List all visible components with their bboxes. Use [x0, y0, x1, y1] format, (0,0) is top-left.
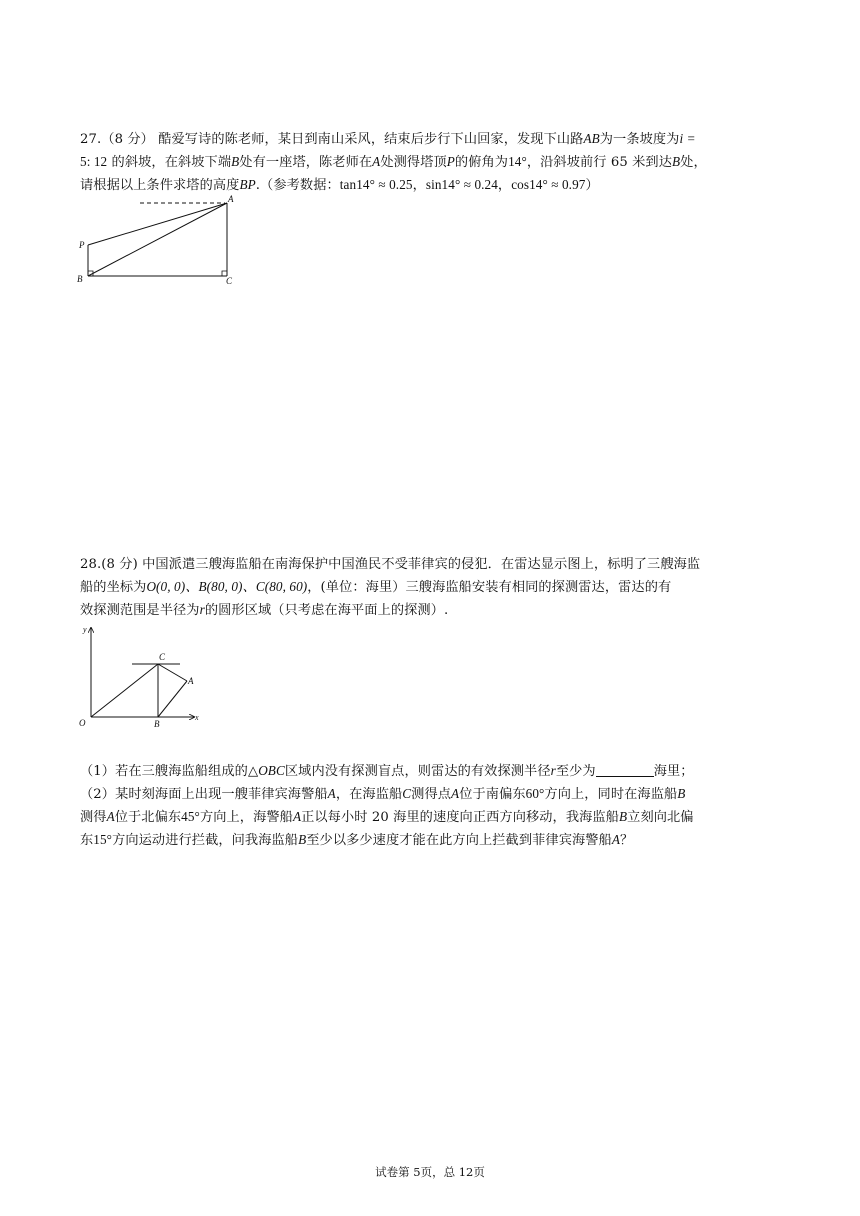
q28-part-1: （1）若在三艘海监船组成的△OBC区域内没有探测盲点，则雷达的有效探测半径r至少为 海里；: [80, 763, 694, 779]
q28-figure: [76, 622, 206, 732]
q28-part-2: （2）某时刻海面上出现一艘菲律宾海警船A，在海监船C测得点A位于南偏东60°方向上，同时在海监船B: [80, 786, 686, 802]
q27-figure: [70, 190, 250, 290]
question-28-parts: （1）若在三艘海监船组成的△OBC区域内没有探测盲点，则雷达的有效探测半径r至少为 海里； （2）某时刻海面上出现一艘菲律宾海警船A，在海监船C测得点A位于南偏东60°方向上，同时在海监船B 测得A位于北偏东45°方向上，海警船A正以每小时 20 海里的速度向正西方向移动，我海监船B立刻向北偏 东15°方向运动进行拦截，问我海监船B至少以多少速度才能在此方向上拦截到菲律宾海警船A？: [80, 760, 780, 852]
question-27: 27.（8 分） 酷爱写诗的陈老师，某日到南山采风，结束后步行下山回家，发现下山路AB为一条坡度为i = 5: 12 的斜坡，在斜坡下端B处有一座塔，陈老师在A处测得塔顶P的俯角为14°，沿斜坡前行 65 米到达B处， 请根据以上条件求塔的高度BP.（参考数据：tan14° ≈ 0.25，sin14° ≈ 0.24，cos14° ≈ 0.97）: [80, 131, 707, 193]
q28-line-BA: [158, 681, 187, 717]
q27-label-C: C: [226, 276, 233, 286]
q27-line-PA: [88, 203, 227, 245]
q28-line-CA: [158, 664, 187, 681]
q27-number: 27.: [80, 132, 102, 147]
q28-label-O: O: [79, 718, 86, 728]
q28-line-OC: [91, 664, 158, 717]
q28-label-y: y: [83, 625, 87, 634]
q28-label-A: A: [188, 676, 194, 686]
q27-score: （8 分）: [101, 132, 154, 147]
page-footer: 试卷第 5页，总 12页: [375, 1165, 485, 1179]
q27-label-P: P: [79, 240, 85, 250]
q27-label-B: B: [77, 274, 83, 284]
q27-line-BA: [88, 203, 227, 276]
q28-label-C: C: [159, 652, 166, 662]
q28-label-x: x: [195, 713, 199, 722]
answer-blank[interactable]: [596, 762, 654, 777]
question-28: 28.(8 分) 中国派遣三艘海监船在南海保护中国渔民不受菲律宾的侵犯．在雷达显示图上，标明了三艘海监 船的坐标为O(0, 0)、B(80, 0)、C(80, 60)，(单位：海里）三艘海监船安装有相同的探测雷达，雷达的有 效探测范围是半径为r的圆形区域（只考虑在海平面上的探测）.: [80, 557, 701, 618]
q28-label-B: B: [154, 719, 160, 729]
q28-score: (8 分): [101, 557, 138, 572]
q27-label-A: A: [228, 194, 234, 204]
q28-number: 28.: [80, 557, 102, 572]
